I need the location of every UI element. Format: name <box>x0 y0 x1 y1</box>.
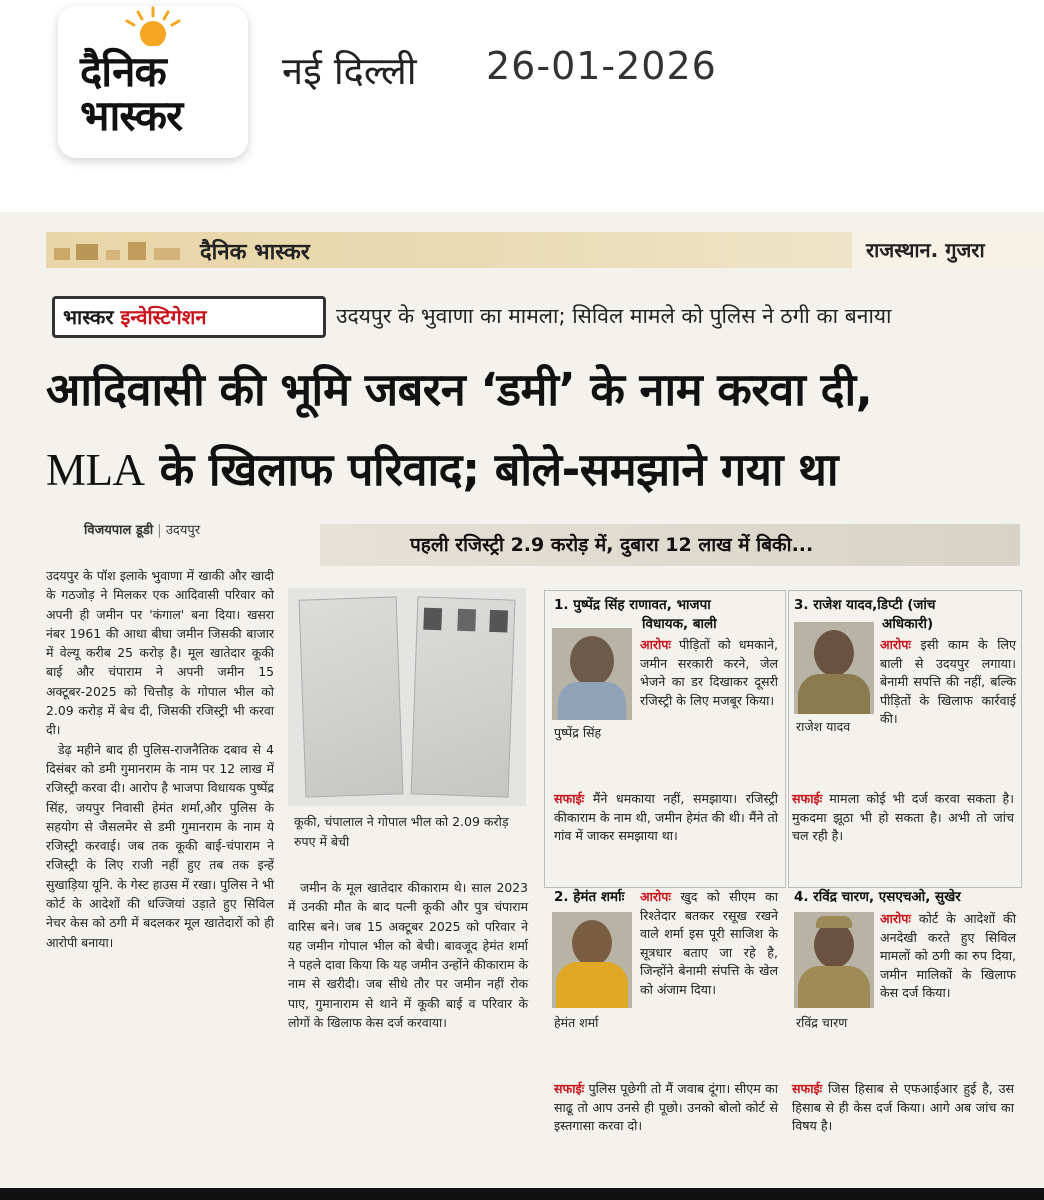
allegation-label: आरोपः <box>880 911 911 926</box>
article-column-2 <box>288 878 528 1032</box>
badge-red-text: इन्वेस्टिगेशन <box>120 305 207 329</box>
person-1-defense <box>554 790 778 846</box>
headline-line-2 <box>46 438 838 499</box>
decorative-skyline-icon <box>50 238 190 262</box>
defense-label: सफाईः <box>792 791 823 806</box>
allegation-text: खुद को सीएम का रिश्तेदार बतकर रसूख रखने वाले शर्मा इस पूरी साजिश के सूत्रधार बताए जा रहे है, जिन्होंने बेनामी संपत्ति के खेल को अंजाम दिया। <box>640 889 778 997</box>
byline-name: विजयपाल डूडी <box>84 523 154 538</box>
allegation-label: आरोपः <box>880 637 911 652</box>
person-2-allegation <box>640 888 778 1000</box>
passport-photo-2 <box>457 609 476 632</box>
sun-icon <box>118 6 188 46</box>
person-1-title-b: विधायक, बाली <box>642 616 717 632</box>
passport-photo-1 <box>423 608 442 631</box>
allegation-text: इसी काम के लिए बाली से उदयपुर लगाया। बेनामी सपत्ति की नहीं, बल्कि पीड़ितों के खिलाफ कार्रवाई की। <box>880 637 1016 727</box>
story-kicker: उदयपुर के भुवाणा का मामला; सिविल मामले को पुलिस ने ठगी का बनाया <box>336 304 892 328</box>
allegation-label: आरोपः <box>640 637 671 652</box>
person-3-title-b: अधिकारी) <box>882 616 934 632</box>
col2-paragraph-1: जमीन के मूल खातेदार कीकाराम थे। साल 2023 में उनकी मौत के बाद पत्नी कूकी और पुत्र चंपाराम वारिस बने। जब 15 अक्टूबर 2025 को परिवार ने यह जमीन गोपाल भील को बेची। बावजूद हेमंत शर्मा ने पहले दावा किया कि यह जमीन उन्होंने कीकाराम के नाम से खरीदी। जब सीधे तौर पर जमीन नहीं रोक पाए, गुमानाराम से थाने में कूकी बाई व परिवार के लोगों के खिलाफ केस दर्ज करवाया। <box>288 880 528 1031</box>
date-label: 26-01-2026 <box>486 44 717 88</box>
portrait-pushpendra-singh <box>552 628 632 720</box>
article-column-1 <box>46 566 274 952</box>
person-4-title: 4. रविंद्र चारण, एसएचओ, सुखेर <box>794 889 961 905</box>
defense-label: सफाईः <box>554 791 585 806</box>
person-2-defense <box>554 1080 778 1136</box>
portrait-hemant-sharma <box>552 912 632 1008</box>
person-3-defense <box>792 790 1014 846</box>
allegation-text: कोर्ट के आदेशों की अनदेखी करते हुए सिविल मामलों को ठगी का रुप दिया, जमीन मालिकों के खिलाफ केस दर्ज किया। <box>880 911 1016 1001</box>
photo-caption: कूकी, चंपालाल ने गोपाल भील को 2.09 करोड़ रुपए में बेची <box>294 814 509 849</box>
passport-photo-3 <box>489 610 508 633</box>
defense-label: सफाईः <box>554 1081 585 1096</box>
portrait-ravindra-charan <box>794 912 874 1008</box>
headline-line-2-rest: के खिलाफ परिवाद; बोले-समझाने गया था <box>144 443 839 496</box>
logo-line-1: दैनिक <box>80 47 166 96</box>
registry-document-image-2 <box>411 596 516 797</box>
bottom-edge <box>0 1188 1044 1200</box>
logo-wordmark <box>80 47 230 140</box>
defense-text: पुलिस पूछेगी तो मैं जवाब दूंगा। सीएम का साढू तो आप उनसे ही पूछो। उनको बोलो कोर्ट से इस्तगासा करवा दो। <box>554 1081 778 1134</box>
badge-black-text: भास्कर <box>63 305 114 329</box>
logo-line-2: भास्कर <box>80 91 183 140</box>
person-4-defense <box>792 1080 1014 1136</box>
defense-text: मामला कोई भी दर्ज करवा सकता है। मुकदमा झूठा भी हो सकता है। अभी तो जांच चल रही है। <box>792 791 1014 844</box>
col1-paragraph-2: डेढ़ महीने बाद ही पुलिस-राजनैतिक दबाव से 4 दिसंबर को डमी गुमानराम के नाम पर 12 लाख में रजिस्ट्री करवा दी। आरोप है भाजपा विधायक पुष्पेंद्र सिंह, जयपुर निवासी हेमंत शर्मा,और पुलिस के सहयोग से जैसलमेर से डमी गुमानराम के नाम ये रजिस्ट्री करवाई। जब तक कूकी बाई-चंपाराम ने रजिस्ट्री के लिए राजी नहीं हुए तब तक इन्हें सुखाड़िया यूनि. के गेस्ट हाउस में रखा। पुलिस ने भी कोर्ट के आदेशों की धज्जियां उड़ाते हुए सिविल नेचर केस को ठगी में बदलकर मूल खातेदारों को ही आरोपी बनाया। <box>46 741 274 950</box>
defense-text: मैंने धमकाया नहीं, समझाया। रजिस्ट्री कीकाराम के नाम थी, जमीन हेमंत की थी। मैंने तो गांव में जाकर समझाया था। <box>554 791 778 844</box>
person-3-photo-label: राजेश यादव <box>796 719 851 734</box>
registry-document-image-1 <box>299 596 404 797</box>
document-photo <box>288 588 526 806</box>
city-label: नई दिल्ली <box>282 49 417 93</box>
allegation-label: आरोपः <box>640 889 671 904</box>
portrait-rajesh-yadav <box>794 622 874 714</box>
person-3-allegation <box>880 636 1016 729</box>
newspaper-logo-card <box>58 6 248 158</box>
person-1-title-a: 1. पुष्पेंद्र सिंह राणावत, भाजपा <box>554 597 711 613</box>
defense-text: जिस हिसाब से एफआईआर हुई है, उस हिसाब से ही केस दर्ज किया। आगे अब जांच का विषय है। <box>792 1081 1014 1134</box>
person-2-title: 2. हेमंत शर्माः <box>554 889 625 905</box>
col1-paragraph-1: उदयपुर के पॉश इलाके भुवाणा में खाकी और खादी के गठजोड़ ने मिलकर एक आदिवासी परिवार को अपनी ही जमीन पर 'कंगाल' बना दिया। खसरा नंबर 1961 की आधा बीघा जमीन जिसकी बाजार में वेल्यू करीब 25 करोड़ है। मूल खातेदार कूकी बाई और चंपाराम ने अपनी जमीन 15 अक्टूबर-2025 को चित्तौड़ के गोपाल भील को 2.09 करोड़ में बेच दी, जिसकी रजिस्ट्री भी करवा दी। <box>46 568 274 738</box>
person-1-photo-label: पुष्पेंद्र सिंह <box>554 725 602 740</box>
byline: विजयपाल डूडी | उदयपुर <box>84 523 201 538</box>
allegation-text: पीड़ितों को धमकाने, जमीन सरकारी करने, जेल भेजने का डर दिखाकर दूसरी रजिस्ट्री के लिए मजबूर किया। <box>640 637 778 708</box>
person-3-title-a: 3. राजेश यादव,डिप्टी (जांच <box>794 597 936 613</box>
band-publication-name: दैनिक भास्कर <box>200 240 310 265</box>
defense-label: सफाईः <box>792 1081 823 1096</box>
subheadline-bar: पहली रजिस्ट्री 2.9 करोड़ में, दुबारा 12 लाख में बिकी... <box>320 524 1020 566</box>
person-1-allegation <box>640 636 778 710</box>
person-4-allegation <box>880 910 1016 1003</box>
byline-city: उदयपुर <box>165 523 201 538</box>
headline-mla: MLA <box>46 445 145 495</box>
person-2-photo-label: हेमंत शर्मा <box>554 1015 599 1030</box>
investigation-badge <box>52 296 326 338</box>
person-4-photo-label: रविंद्र चारण <box>796 1015 848 1030</box>
headline-line-1: आदिवासी की भूमि जबरन ‘डमी’ के नाम करवा दी, <box>46 363 873 416</box>
band-region-label: राजस्थान. गुजरा <box>852 232 1044 268</box>
